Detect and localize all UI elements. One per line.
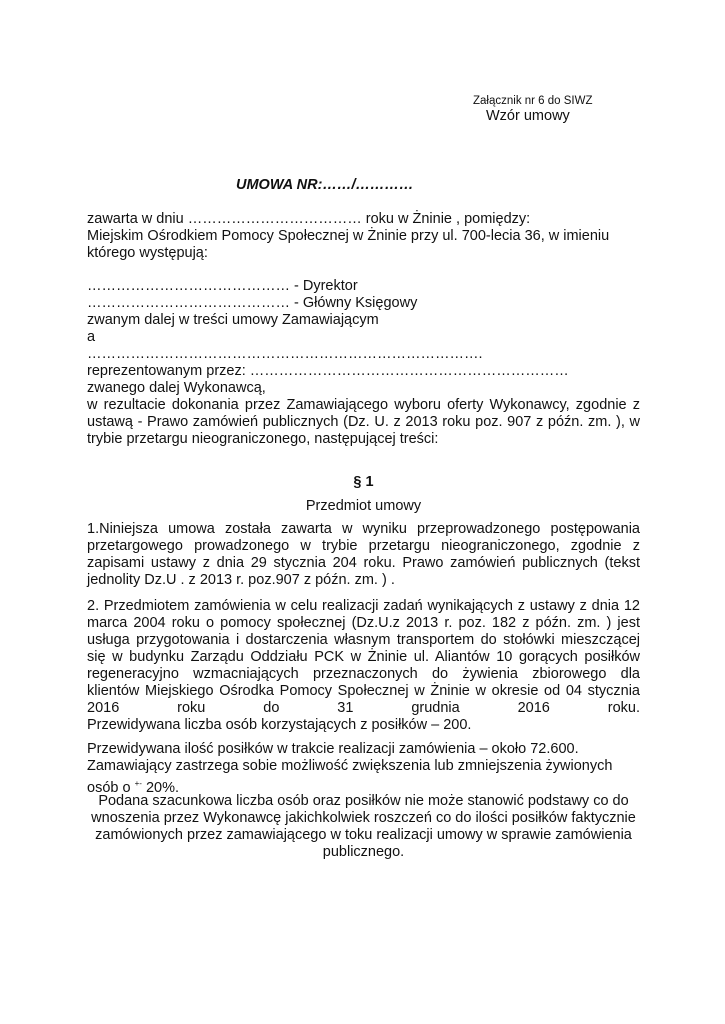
intro-line-6: zwanym dalej w treści umowy Zamawiającym: [87, 312, 379, 328]
plus-minus-sign: +-: [134, 779, 142, 788]
period-word: 2016: [87, 700, 120, 716]
contractor-line: ……………………………………………………………………….: [87, 346, 483, 362]
intro-line-11: w rezultacie dokonania przez Zamawiającego wyboru oferty Wykonawcy, zgodnie z: [87, 397, 640, 413]
intro-line-3: którego występują:: [87, 245, 208, 261]
template-label: Wzór umowy: [486, 108, 570, 124]
paragraph-3-prefix: osób o: [87, 780, 131, 796]
paragraph-2-line: klientów Miejskiego Ośrodka Pomocy Społecznej w Żninie w okresie od 04 stycznia: [87, 683, 640, 699]
paragraph-2: [87, 598, 640, 734]
section-number: § 1: [353, 474, 374, 490]
paragraph-1-line: jednolity Dz.U . z 2013 r. poz.907 z późn. zm. ) .: [87, 572, 395, 588]
paragraph-2-line: regeneracyjno wzmacniających przeznaczonych do żywienia zbiorowego dla: [87, 666, 640, 682]
director-line: …………………………………… - Dyrektor: [87, 278, 358, 294]
paragraph-2-line: się w budynku Zarządu Oddziału PCK w Żninie ul. Aliantów 10 gorących posiłków: [87, 649, 640, 665]
paragraph-2-line: usługa przygotowania i dostarczenia własnym transportem do stołówki mieszczącej: [87, 632, 640, 648]
paragraph-3-line-2: Zamawiający zastrzega sobie możliwość zwiększenia lub zmniejszenia żywionych: [87, 758, 613, 774]
period-word: 31: [337, 700, 354, 716]
contract-title: UMOWA NR:……/…………: [236, 177, 414, 193]
paragraph-3-line-1: Przewidywana ilość posiłków w trakcie realizacji zamówienia – około 72.600.: [87, 741, 579, 757]
intro-line-13: trybie przetargu nieograniczonego, następującej treści:: [87, 431, 439, 447]
period-word: grudnia: [411, 700, 460, 716]
intro-line-12: ustawą - Prawo zamówień publicznych (Dz. U. z 2013 roku poz. 907 z późn. zm. ), w: [87, 414, 640, 430]
paragraph-1: [87, 521, 640, 589]
intro-paragraph: [87, 397, 640, 448]
paragraph-2-end: Przewidywana liczba osób korzystających z posiłków – 200.: [87, 717, 472, 733]
paragraph-4: [87, 793, 640, 861]
period-word: roku: [177, 700, 206, 716]
paragraph-4-line: Podana szacunkowa liczba osób oraz posiłków nie może stanowić podstawy co do: [98, 793, 629, 809]
paragraph-2-line: marca 2004 roku o pomocy społecznej (Dz.U.z 2013 r. poz. 182 z późn. zm. ) jest: [87, 615, 640, 631]
paragraph-1-line: zapisami ustawy z dnia 29 stycznia 204 roku. Prawo zamówień publicznych (tekst: [87, 555, 640, 571]
attachment-note: Załącznik nr 6 do SIWZ: [473, 95, 593, 107]
paragraph-3-percent: 20%.: [141, 780, 180, 796]
section-heading: Przedmiot umowy: [305, 498, 422, 514]
intro-line-1: zawarta w dniu ……………………………… roku w Żninie , pomiędzy:: [87, 211, 531, 227]
accountant-line: …………………………………… - Główny Księgowy: [87, 295, 418, 311]
intro-line-7: a: [87, 329, 96, 345]
intro-line-2: Miejskim Ośrodkiem Pomocy Społecznej w Żninie przy ul. 700-lecia 36, w imieniu: [87, 228, 610, 244]
period-word: roku.: [607, 700, 640, 716]
represented-line: reprezentowanym przez: …………………………………………………………: [87, 363, 569, 379]
paragraph-1-line: 1.Niniejsza umowa została zawarta w wyniku przeprowadzonego postępowania: [87, 521, 640, 537]
period-word: 2016: [517, 700, 550, 716]
paragraph-1-line: przetargowego prowadzonego w trybie przetargu nieograniczonego, zgodnie z: [87, 538, 640, 554]
paragraph-2-line: 2. Przedmiotem zamówienia w celu realizacji zadań wynikających z ustawy z dnia 12: [87, 598, 640, 614]
paragraph-4-line: zamówionych przez zamawiającego w toku realizacji umowy w sprawie zamówienia: [95, 827, 632, 843]
period-word: do: [263, 700, 280, 716]
intro-line-10: zwanego dalej Wykonawcą,: [87, 380, 266, 396]
paragraph-4-line: wnoszenia przez Wykonawcę jakichkolwiek roszczeń co do ilości posiłków faktycznie: [91, 810, 636, 826]
paragraph-4-line: publicznego.: [322, 844, 405, 860]
paragraph-2-period-line: [87, 700, 640, 717]
